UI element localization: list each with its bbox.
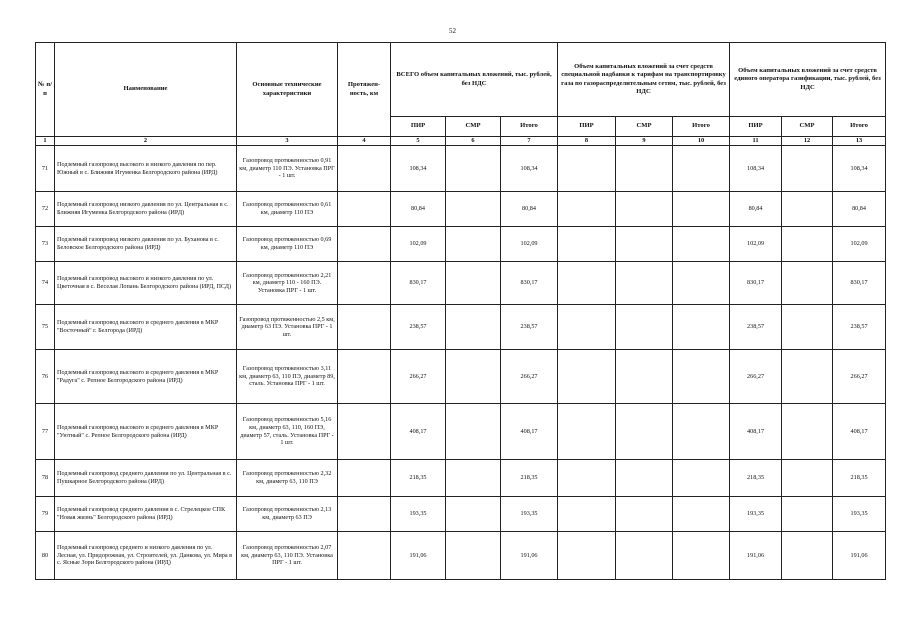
row-no: 80 — [36, 532, 55, 580]
row-length — [338, 532, 391, 580]
row-length — [338, 350, 391, 404]
row-smr — [446, 146, 501, 192]
row-operator-pir: 266,27 — [730, 350, 782, 404]
col-number: 8 — [558, 137, 616, 146]
row-no: 73 — [36, 227, 55, 262]
row-smr — [446, 227, 501, 262]
row-specs: Газопровод протяженностью 2,07 км, диаметр 63, 110 ПЭ. Установка ПРГ - 1 шт. — [237, 532, 338, 580]
row-operator-total: 830,17 — [833, 262, 886, 305]
row-name: Подземный газопровод среднего давления по ул. Центральная в с. Пушкарное Белгородского района (ИРД) — [55, 460, 237, 497]
row-operator-pir: 238,57 — [730, 305, 782, 350]
table-row — [36, 305, 886, 350]
row-special-total — [673, 460, 730, 497]
table-row — [36, 227, 886, 262]
col-number: 5 — [391, 137, 446, 146]
row-operator-total: 266,27 — [833, 350, 886, 404]
header-total-smr: СМР — [446, 117, 501, 137]
table-row — [36, 146, 886, 192]
row-length — [338, 262, 391, 305]
table-row — [36, 460, 886, 497]
row-pir: 108,34 — [391, 146, 446, 192]
header-special-itogo: Итого — [673, 117, 730, 137]
row-length — [338, 146, 391, 192]
row-pir: 238,57 — [391, 305, 446, 350]
row-length — [338, 192, 391, 227]
row-special-total — [673, 192, 730, 227]
row-smr — [446, 262, 501, 305]
row-operator-pir: 218,35 — [730, 460, 782, 497]
row-operator-smr — [782, 460, 833, 497]
row-special-pir — [558, 146, 616, 192]
row-operator-total: 80,84 — [833, 192, 886, 227]
row-special-pir — [558, 460, 616, 497]
page-number: 52 — [449, 27, 456, 35]
row-special-pir — [558, 404, 616, 460]
row-length — [338, 460, 391, 497]
table-row — [36, 192, 886, 227]
capital-investment-table — [35, 42, 886, 580]
row-name: Подземный газопровод высокого и среднего давления в МКР "Радуга" с. Репное Белгородского района (ИРД) — [55, 350, 237, 404]
row-operator-pir: 408,17 — [730, 404, 782, 460]
header-operator-smr: СМР — [782, 117, 833, 137]
row-name: Подземный газопровод низкого давления по ул. Буханова в с. Беловское Белгородского района (ИРД) — [55, 227, 237, 262]
header-special-smr: СМР — [616, 117, 673, 137]
row-total: 193,35 — [501, 497, 558, 532]
row-special-total — [673, 305, 730, 350]
row-name: Подземный газопровод низкого давления по ул. Центральная в с. Ближняя Игуменка Белгородского района (ИРД) — [55, 192, 237, 227]
col-number: 13 — [833, 137, 886, 146]
row-length — [338, 305, 391, 350]
row-total: 80,84 — [501, 192, 558, 227]
table-row — [36, 404, 886, 460]
header-special-pir: ПИР — [558, 117, 616, 137]
row-operator-pir: 193,35 — [730, 497, 782, 532]
row-special-pir — [558, 227, 616, 262]
row-total: 408,17 — [501, 404, 558, 460]
row-operator-smr — [782, 532, 833, 580]
row-length — [338, 497, 391, 532]
row-name: Подземный газопровод высокого и низкого давления по пер. Южный в с. Ближняя Игуменка Белгородского района (ИРД) — [55, 146, 237, 192]
row-operator-pir: 830,17 — [730, 262, 782, 305]
row-smr — [446, 532, 501, 580]
row-specs: Газопровод протяженностью 2,32 км, диаметр 63, 110 ПЭ — [237, 460, 338, 497]
col-number: 4 — [338, 137, 391, 146]
row-special-pir — [558, 262, 616, 305]
row-operator-total: 408,17 — [833, 404, 886, 460]
row-pir: 408,17 — [391, 404, 446, 460]
row-specs: Газопровод протяженностью 5,16 км, диаметр 63, 110, 160 ПЭ, диаметр 57, сталь. Установка ПРГ - 1 шт. — [237, 404, 338, 460]
row-total: 830,17 — [501, 262, 558, 305]
col-number: 12 — [782, 137, 833, 146]
row-no: 74 — [36, 262, 55, 305]
header-group-operator: Объем капитальных вложений за счет средств единого оператора газификации, тыс. рублей, без НДС — [730, 43, 886, 117]
row-special-pir — [558, 497, 616, 532]
header-no: № п/п — [36, 43, 55, 137]
row-pir: 830,17 — [391, 262, 446, 305]
row-pir: 218,35 — [391, 460, 446, 497]
col-number: 9 — [616, 137, 673, 146]
row-special-smr — [616, 146, 673, 192]
row-special-total — [673, 404, 730, 460]
row-special-smr — [616, 497, 673, 532]
row-total: 102,09 — [501, 227, 558, 262]
row-operator-pir: 80,84 — [730, 192, 782, 227]
row-operator-total: 238,57 — [833, 305, 886, 350]
row-name: Подземный газопровод высокого и среднего давления в МКР "Уютный" с. Репное Белгородского района (ИРД) — [55, 404, 237, 460]
row-specs: Газопровод протяженностью 2,5 км, диаметр 63 ПЭ. Установка ПРГ - 1 шт. — [237, 305, 338, 350]
row-operator-total: 193,35 — [833, 497, 886, 532]
row-smr — [446, 350, 501, 404]
row-smr — [446, 305, 501, 350]
row-no: 75 — [36, 305, 55, 350]
row-smr — [446, 192, 501, 227]
row-operator-total: 218,35 — [833, 460, 886, 497]
header-total-itogo: Итого — [501, 117, 558, 137]
row-pir: 193,35 — [391, 497, 446, 532]
row-special-smr — [616, 404, 673, 460]
col-number: 10 — [673, 137, 730, 146]
header-specs: Основные технические характеристики — [237, 43, 338, 137]
row-total: 238,57 — [501, 305, 558, 350]
table-header — [36, 43, 886, 146]
table-row — [36, 532, 886, 580]
header-name: Наименование — [55, 43, 237, 137]
row-special-pir — [558, 192, 616, 227]
row-no: 72 — [36, 192, 55, 227]
row-specs: Газопровод протяженностью 0,61 км, диаметр 110 ПЭ — [237, 192, 338, 227]
row-operator-total: 191,06 — [833, 532, 886, 580]
row-operator-smr — [782, 262, 833, 305]
col-number: 11 — [730, 137, 782, 146]
row-operator-smr — [782, 227, 833, 262]
row-special-smr — [616, 192, 673, 227]
row-special-smr — [616, 305, 673, 350]
col-number: 1 — [36, 137, 55, 146]
header-total-pir: ПИР — [391, 117, 446, 137]
row-operator-total: 102,09 — [833, 227, 886, 262]
row-pir: 191,06 — [391, 532, 446, 580]
header-operator-pir: ПИР — [730, 117, 782, 137]
row-name: Подземный газопровод высокого и среднего давления в МКР "Восточный" г. Белгорода (ИРД) — [55, 305, 237, 350]
table-row — [36, 497, 886, 532]
row-name: Подземный газопровод высокого и низкого давления по ул. Цветочная в с. Веселая Лопань Белгородского района (ИРД, ПСД) — [55, 262, 237, 305]
table-row — [36, 262, 886, 305]
row-special-pir — [558, 350, 616, 404]
row-pir: 102,09 — [391, 227, 446, 262]
col-number: 2 — [55, 137, 237, 146]
row-special-total — [673, 146, 730, 192]
col-number: 3 — [237, 137, 338, 146]
row-operator-smr — [782, 146, 833, 192]
row-operator-smr — [782, 350, 833, 404]
row-total: 108,34 — [501, 146, 558, 192]
row-operator-smr — [782, 404, 833, 460]
row-special-smr — [616, 262, 673, 305]
row-special-total — [673, 227, 730, 262]
row-operator-smr — [782, 305, 833, 350]
row-length — [338, 404, 391, 460]
row-special-total — [673, 350, 730, 404]
row-no: 78 — [36, 460, 55, 497]
row-length — [338, 227, 391, 262]
row-name: Подземный газопровод среднего давления в с. Стрелецкое СПК "Новая жизнь" Белгородского района (ИРД) — [55, 497, 237, 532]
header-operator-itogo: Итого — [833, 117, 886, 137]
row-specs: Газопровод протяженностью 2,21 км, диаметр 110 - 160 ПЭ. Установка ПРГ - 1 шт. — [237, 262, 338, 305]
row-special-total — [673, 497, 730, 532]
row-no: 76 — [36, 350, 55, 404]
header-group-total: ВСЕГО объем капитальных вложений, тыс. рублей, без НДС — [391, 43, 558, 117]
row-total: 191,06 — [501, 532, 558, 580]
row-no: 77 — [36, 404, 55, 460]
row-name: Подземный газопровод среднего и низкого давления по ул. Лесная, ул. Придорожная, ул. Строителей, ул. Данкова, ул. Мира в с. Ясные Зори Белгородского района (ИРД) — [55, 532, 237, 580]
row-operator-smr — [782, 192, 833, 227]
row-total: 218,35 — [501, 460, 558, 497]
row-specs: Газопровод протяженностью 2,13 км, диаметр 63 ПЭ — [237, 497, 338, 532]
header-group-special: Объем капитальных вложений за счет средств специальной надбавки к тарифам на транспортировку газа по газораспределительным сетям, тыс. рублей, без НДС — [558, 43, 730, 117]
row-no: 71 — [36, 146, 55, 192]
table-row — [36, 350, 886, 404]
row-special-pir — [558, 532, 616, 580]
header-length: Протяжен-ность, км — [338, 43, 391, 137]
row-special-pir — [558, 305, 616, 350]
row-operator-total: 108,34 — [833, 146, 886, 192]
row-operator-pir: 108,34 — [730, 146, 782, 192]
row-special-total — [673, 532, 730, 580]
col-number: 7 — [501, 137, 558, 146]
row-operator-pir: 102,09 — [730, 227, 782, 262]
row-operator-smr — [782, 497, 833, 532]
row-specs: Газопровод протяженностью 0,69 км, диаметр 110 ПЭ — [237, 227, 338, 262]
row-smr — [446, 404, 501, 460]
row-special-smr — [616, 227, 673, 262]
row-operator-pir: 191,06 — [730, 532, 782, 580]
row-pir: 80,84 — [391, 192, 446, 227]
row-specs: Газопровод протяженностью 3,11 км, диаметр 63, 110 ПЭ, диаметр 89, сталь. Установка ПРГ - 1 шт. — [237, 350, 338, 404]
column-number-row — [36, 137, 886, 146]
row-special-smr — [616, 460, 673, 497]
row-special-smr — [616, 350, 673, 404]
row-special-smr — [616, 532, 673, 580]
row-specs: Газопровод протяженностью 0,91 км, диаметр 110 ПЭ. Установка ПРГ - 1 шт. — [237, 146, 338, 192]
row-pir: 266,27 — [391, 350, 446, 404]
row-smr — [446, 460, 501, 497]
row-no: 79 — [36, 497, 55, 532]
col-number: 6 — [446, 137, 501, 146]
row-smr — [446, 497, 501, 532]
row-total: 266,27 — [501, 350, 558, 404]
row-special-total — [673, 262, 730, 305]
table-body — [36, 146, 886, 580]
